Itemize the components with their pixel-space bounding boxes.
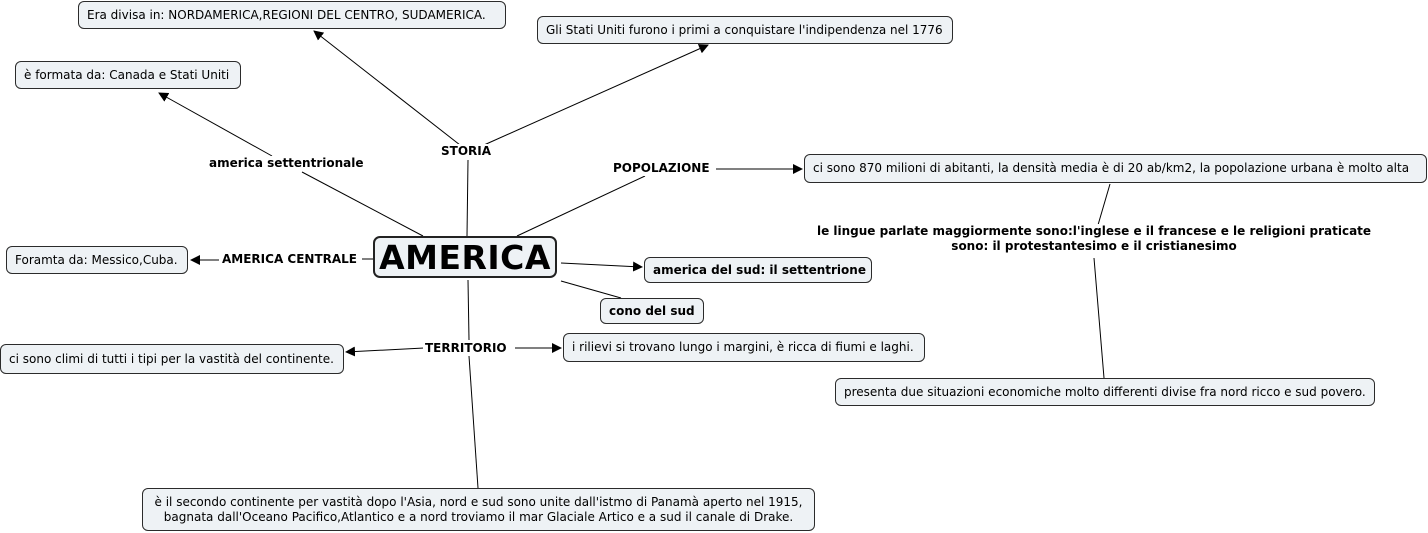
link-america-cono-sud: [561, 281, 621, 298]
concept-cono-sud[interactable]: cono del sud: [600, 298, 704, 324]
concept-formata[interactable]: è formata da: Canada e Stati Uniti: [15, 61, 241, 89]
link-territorio-continente: [469, 356, 478, 488]
link-lingue-economia: [1094, 258, 1104, 378]
label-america-centrale: AMERICA CENTRALE: [222, 252, 358, 266]
link-america-settentrionale: [302, 172, 423, 236]
label-storia: STORIA: [441, 144, 492, 158]
concept-stati-uniti[interactable]: Gli Stati Uniti furono i primi a conquistare l'indipendenza nel 1776: [537, 16, 953, 44]
concept-foramta[interactable]: Foramta da: Messico,Cuba.: [6, 246, 188, 274]
concept-economia[interactable]: presenta due situazioni economiche molto differenti divise fra nord ricco e sud povero.: [835, 378, 1375, 406]
concept-continente-line2: bagnata dall'Oceano Pacifico,Atlantico e a nord troviamo il mar Glaciale Artico e a sud il canale di Drake.: [163, 509, 794, 524]
concept-rilievi[interactable]: i rilievi si trovano lungo i margini, è ricca di fiumi e laghi.: [563, 333, 925, 362]
link-america-popolazione: [517, 176, 645, 236]
concept-continente-line1: è il secondo continente per vastità dopo l'Asia, nord e sud sono unite dall'istmo di Panamà aperto nel 1915,: [154, 494, 803, 509]
link-storia-stati-uniti: [484, 45, 708, 145]
link-storia-divisa: [314, 31, 460, 145]
link-america-territorio: [468, 280, 469, 340]
label-territorio: TERRITORIO: [425, 341, 507, 355]
link-abitanti-lingue: [1098, 184, 1110, 225]
link-territorio-climi: [346, 348, 424, 352]
concept-continente[interactable]: [142, 488, 815, 531]
concept-sud-settentrione[interactable]: america del sud: il settentrione: [644, 257, 872, 283]
link-settentrionale-formata: [159, 93, 272, 156]
concept-divisa[interactable]: Era divisa in: NORDAMERICA,REGIONI DEL CENTRO, SUDAMERICA.: [78, 1, 506, 29]
label-lingue-religioni: le lingue parlate maggiormente sono:l'inglese e il francese e le religioni praticate sono: il protestantesimo e il cristianesimo: [812, 224, 1376, 254]
central-concept-america[interactable]: AMERICA: [373, 236, 557, 278]
link-america-storia: [467, 160, 468, 236]
label-america-settentrionale: america settentrionale: [209, 156, 364, 170]
concept-climi[interactable]: ci sono climi di tutti i tipi per la vastità del continente.: [0, 344, 344, 374]
label-popolazione: POPOLAZIONE: [613, 161, 710, 175]
link-america-sud-settentrione: [561, 263, 642, 267]
concept-abitanti[interactable]: ci sono 870 milioni di abitanti, la densità media è di 20 ab/km2, la popolazione urbana è molto alta: [804, 154, 1427, 183]
